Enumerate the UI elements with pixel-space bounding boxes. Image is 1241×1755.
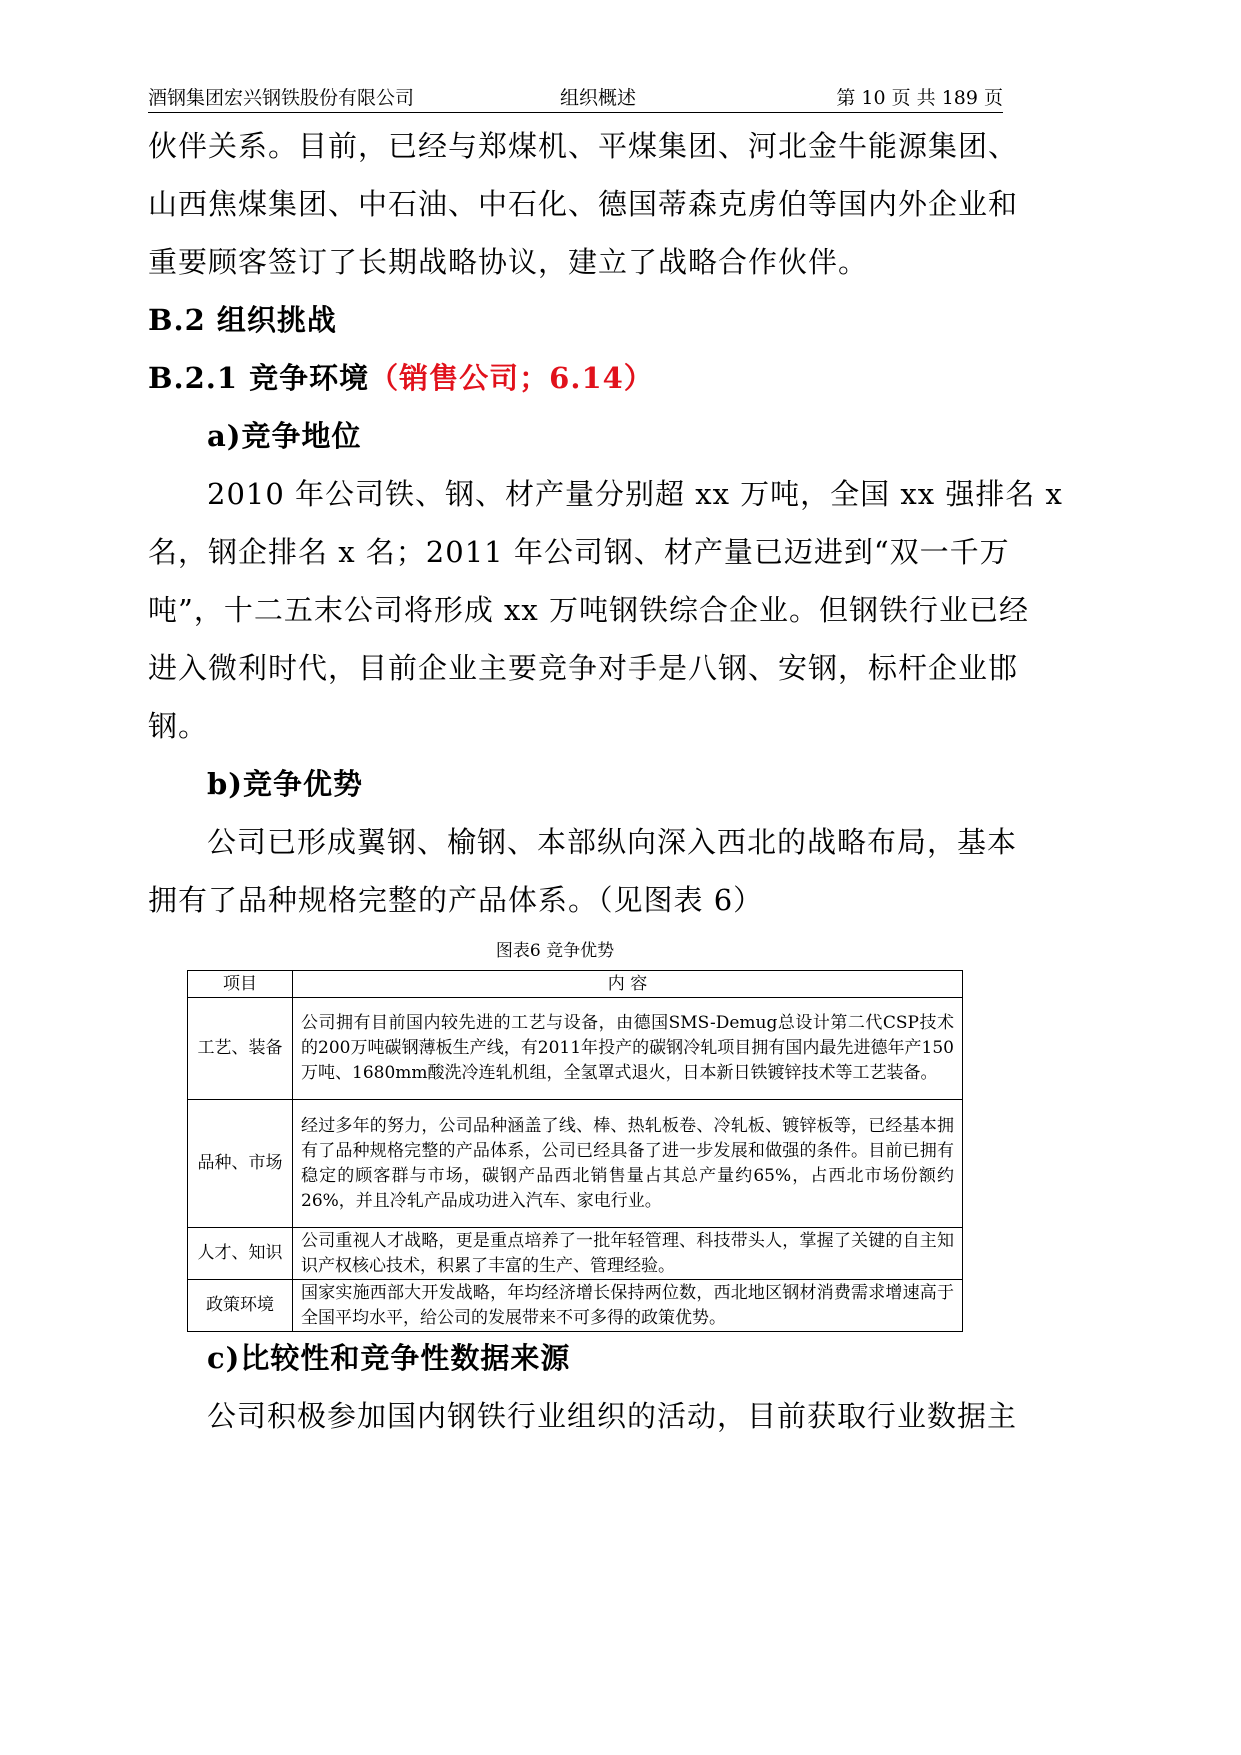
table-row: [188, 1100, 963, 1228]
table-header-row: [188, 971, 963, 998]
column-header-item: 项目: [188, 971, 293, 998]
header-company: 酒钢集团宏兴钢铁股份有限公司: [148, 87, 415, 109]
column-header-content: 内 容: [293, 971, 963, 998]
subheading-a: a)竞争地位: [207, 419, 362, 453]
paragraph-line: 2010 年公司铁、钢、材产量分别超 xx 万吨，全国 xx 强排名 x: [207, 477, 1063, 511]
paragraph-line: 吨”，十二五末公司将形成 xx 万吨钢铁综合企业。但钢铁行业已经: [148, 593, 1029, 627]
paragraph-line: 名，钢企排名 x 名；2011 年公司钢、材产量已迈进到“双一千万: [148, 535, 1010, 569]
subheading-c: c)比较性和竞争性数据来源: [207, 1341, 571, 1375]
table-row: [188, 1228, 963, 1280]
row-item: 人才、知识: [188, 1228, 293, 1280]
row-content: 经过多年的努力，公司品种涵盖了线、棒、热轧板卷、冷轧板、镀锌板等，已经基本拥有了品种规格完整的产品体系，公司已经具备了进一步发展和做强的条件。目前已拥有稳定的顾客群与市场，碳钢产品西北销售量占其总产量约65%，占西北市场份额约26%，并且冷轧产品成功进入汽车、家电行业。: [293, 1100, 963, 1228]
paragraph-line: 伙伴关系。目前，已经与郑煤机、平煤集团、河北金牛能源集团、: [148, 129, 1019, 163]
row-content: 公司拥有目前国内较先进的工艺与设备，由德国SMS-Demug总设计第二代CSP技术的200万吨碳钢薄板生产线，有2011年投产的碳钢冷轧项目拥有国内最先进德年产150万吨、1680mm酸洗冷连轧机组，全氢罩式退火，日本新日铁镀锌技术等工艺装备。: [293, 998, 963, 1100]
competitive-advantage-table: [187, 970, 963, 1332]
header-section: 组织概述: [560, 87, 637, 109]
table-row: [188, 998, 963, 1100]
row-item: 品种、市场: [188, 1100, 293, 1228]
section-heading-b21: [148, 356, 654, 397]
heading-b21-note: （销售公司；6.14）: [369, 361, 654, 395]
table-caption: 图表6 竞争优势: [495, 941, 615, 961]
paragraph-line: 重要顾客签订了长期战略协议，建立了战略合作伙伴。: [148, 245, 869, 279]
row-item: 政策环境: [188, 1280, 293, 1332]
row-content: 国家实施西部大开发战略，年均经济增长保持两位数，西北地区钢材消费需求增速高于全国平均水平，给公司的发展带来不可多得的政策优势。: [293, 1280, 963, 1332]
section-heading-b2: B.2 组织挑战: [148, 303, 337, 337]
paragraph-line: 进入微利时代，目前企业主要竞争对手是八钢、安钢，标杆企业邯: [148, 651, 1019, 685]
page-header: [148, 82, 1003, 113]
paragraph-line: 山西焦煤集团、中石油、中石化、德国蒂森克虏伯等国内外企业和: [148, 187, 1019, 221]
row-item: 工艺、装备: [188, 998, 293, 1100]
paragraph-line: 公司积极参加国内钢铁行业组织的活动，目前获取行业数据主: [207, 1399, 1018, 1433]
row-content: 公司重视人才战略，更是重点培养了一批年轻管理、科技带头人，掌握了关键的自主知识产权核心技术，积累了丰富的生产、管理经验。: [293, 1228, 963, 1280]
subheading-b: b)竞争优势: [207, 767, 363, 801]
paragraph-line: 钢。: [148, 709, 209, 743]
header-page-number: 第 10 页 共 189 页: [836, 87, 1003, 109]
table-row: [188, 1280, 963, 1332]
heading-b21-text: B.2.1 竞争环境: [148, 361, 370, 395]
paragraph-line: 公司已形成翼钢、榆钢、本部纵向深入西北的战略布局，基本: [207, 825, 1018, 859]
paragraph-line: 拥有了品种规格完整的产品体系。（见图表 6）: [148, 883, 764, 917]
